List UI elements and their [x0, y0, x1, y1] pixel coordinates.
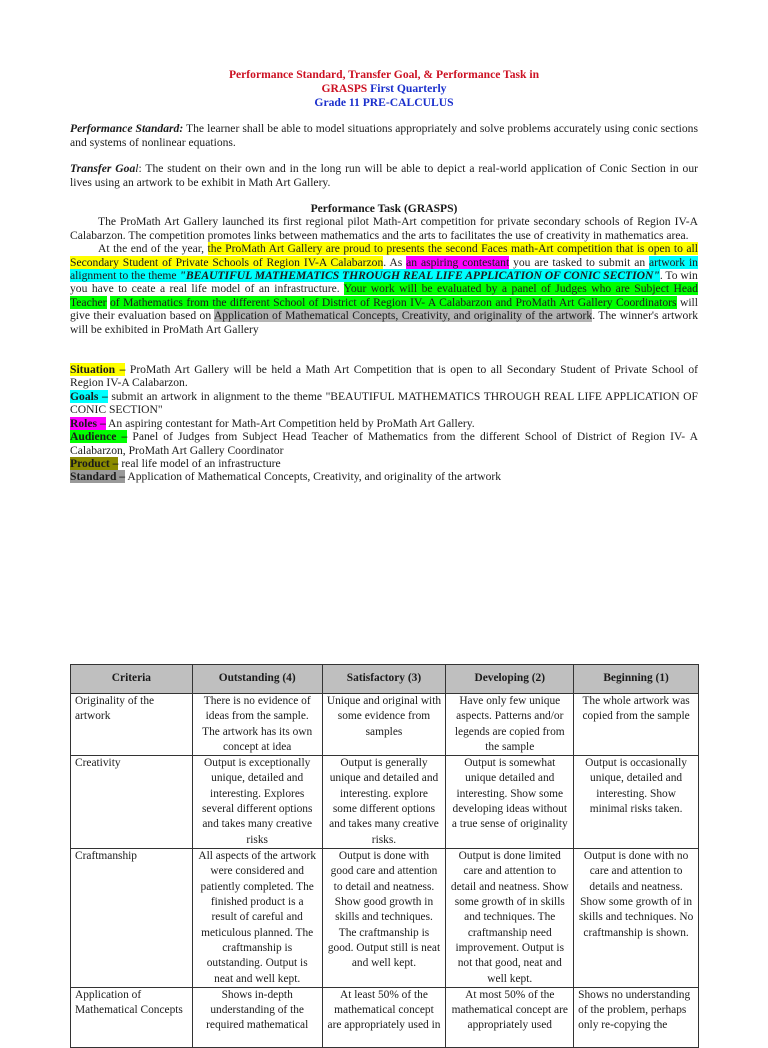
criteria-cell: Craftmanship [71, 849, 193, 988]
document-title [70, 68, 698, 109]
grasps-situation: Situation – ProMath Art Gallery will be held a Math Art Competition that is open to all Secondary Student of Private School of Region IV-A Calabarzon. [70, 363, 698, 390]
rubric-header-row [71, 665, 699, 694]
satisfactory-cell: Output is done with good care and attention to detail and neatness. Show good growth in skills and techniques. The craftmanship is good. Output still is neat and well kept. [322, 849, 446, 988]
outstanding-cell: Shows in-depth understanding of the required mathematical [192, 987, 322, 1047]
rubric-table [70, 664, 699, 1048]
header-outstanding: Outstanding (4) [192, 665, 322, 694]
beginning-cell: Output is done with no care and attention to details and neatness. Show some growth of in skills and techniques. No craftmanship is shown. [574, 849, 699, 988]
standard-label: Standard – [70, 470, 126, 484]
satisfactory-cell: Output is generally unique and detailed and interesting. explore some different options and takes many creative risks. [322, 756, 446, 849]
title-line-1: Performance Standard, Transfer Goal, & Performance Task in [228, 68, 540, 81]
grasps-audience: Audience – Panel of Judges from Subject Head Teacher of Mathematics from the different School of District of Region IV- A Calabarzon, ProMath Art Gallery Coordinator [70, 430, 698, 457]
criteria-cell: Originality of the artwork [71, 694, 193, 756]
product-label: Product – [70, 456, 119, 470]
transfer-goal-text: : The student on their own and in the long run will be able to depict a real-world application of Conic Section in our lives using an artwork to be exhibit in Math Art Gallery. [70, 162, 698, 189]
outstanding-cell: All aspects of the artwork were considered and patiently completed. The finished product is a result of careful and meticulous planned. The craftmanship is outstanding. Output is neat and well kept. [192, 849, 322, 988]
header-beginning: Beginning (1) [574, 665, 699, 694]
grasps-standard: Standard – Application of Mathematical Concepts, Creativity, and originality of the artwork [70, 470, 502, 484]
table-row [71, 694, 699, 756]
header-developing: Developing (2) [446, 665, 574, 694]
developing-cell: Output is somewhat unique detailed and interesting. Show some developing ideas without a true sense of originality [446, 756, 574, 849]
satisfactory-cell: Unique and original with some evidence from samples [322, 694, 446, 756]
task-paragraph-1: The ProMath Art Gallery launched its first regional pilot Math-Art competition for private secondary schools of Region IV-A Calabarzon. The competition promotes links between mathematics and the arts to facilitates the use of creativity in mathematics area. [70, 215, 698, 242]
title-grasps: GRASPS [321, 81, 368, 95]
highlight-audience-2: of Mathematics from the different School of District of Region IV- A Calabarzon and ProMath Art Gallery Coordinators [109, 295, 677, 309]
header-satisfactory: Satisfactory (3) [322, 665, 446, 694]
developing-cell: Output is done limited care and attention to detail and neatness. Show some growth of in skills and techniques. The craftmanship need improvement. Output is not that good, neat and well kept. [446, 849, 574, 988]
highlight-role: an aspiring contestant [406, 255, 510, 269]
performance-standard [70, 122, 698, 149]
table-row [71, 756, 699, 849]
transfer-goal [70, 162, 698, 189]
grasps-goals: Goals – submit an artwork in alignment to the theme "BEAUTIFUL MATHEMATICS THROUGH REAL LIFE APPLICATION OF CONIC SECTION" [70, 389, 698, 417]
title-line-2 [70, 82, 698, 96]
highlight-theme: "BEAUTIFUL MATHEMATICS THROUGH REAL LIFE APPLICATION OF CONIC SECTION" [179, 269, 660, 283]
grasps-product: Product – real life model of an infrastructure [70, 456, 281, 470]
title-quarter: First Quarterly [367, 81, 447, 95]
highlight-competition: the ProMath Art Gallery are proud to presents the second Faces math-Art competition that is open to all Secondary Student of Private Schools of Region IV-A Calabarzon [70, 242, 699, 269]
satisfactory-cell: At least 50% of the mathematical concept are appropriately used in [322, 987, 446, 1047]
title-line-3: Grade 11 PRE-CALCULUS [314, 95, 454, 109]
table-row [71, 987, 699, 1047]
grasps-roles: Roles – An aspiring contestant for Math-Art Competition held by ProMath Art Gallery. [70, 416, 475, 430]
criteria-cell: Creativity [71, 756, 193, 849]
beginning-cell: Output is occasionally unique, detailed and interesting. Show minimal risks taken. [574, 756, 699, 849]
performance-standard-label: Performance Standard: [70, 122, 184, 136]
performance-standard-text: The learner shall be able to model situations appropriately and solve problems accurately using conic sections and systems of nonlinear equations. [70, 122, 698, 149]
beginning-cell: Shows no understanding of the problem, perhaps only re-copying the [574, 987, 699, 1047]
highlight-audience: Your work will be evaluated by a panel of Judges who are Subject Head Teacher [70, 282, 698, 309]
task-paragraph-2: At the end of the year, the ProMath Art Gallery are proud to presents the second Faces math-Art competition that is open to all Secondary Student of Private Schools of Region IV-A Calabarzon. As an aspiring contestant you are tasked to submit an artwork in alignment to the theme "BEAUTIFUL MATHEMATICS THROUGH REAL LIFE APPLICATION OF CONIC SECTION". To win [70, 242, 699, 283]
criteria-cell: Application of Mathematical Concepts [71, 987, 193, 1047]
highlight-standard: Application of Mathematical Concepts, Creativity, and originality of the artwork [213, 309, 593, 323]
task-paragraph-3: you have to ceate a real life model of an infrastructure. Your work will be evaluated by a panel of Judges who are Subject Head Teacher of Mathematics from the different School of District of Region IV- A Calabarzon and ProMath Art Gallery Coordinators will give their evaluation based on Application of Mathematical Concepts, Creativity, and originality of the artwork. The winner's artwork will be exhibited in ProMath Art Gallery [70, 282, 698, 336]
developing-cell: At most 50% of the mathematical concept are appropriately used [446, 987, 574, 1047]
table-row [71, 849, 699, 988]
highlight-product: artwork in alignment to the theme [70, 255, 698, 283]
document-page [70, 68, 698, 484]
goals-label: Goals – [70, 389, 108, 403]
outstanding-cell: There is no evidence of ideas from the sample. The artwork has its own concept at idea [192, 694, 322, 756]
transfer-goal-label: Transfer Goa [70, 162, 136, 176]
audience-label: Audience – [70, 430, 128, 444]
roles-label: Roles – [70, 416, 106, 430]
transfer-goal-label-end: l [135, 162, 139, 176]
header-criteria: Criteria [71, 665, 193, 694]
developing-cell: Have only few unique aspects. Patterns and/or legends are copied from the sample [446, 694, 574, 756]
beginning-cell: The whole artwork was copied from the sample [574, 694, 699, 756]
situation-label: Situation – [70, 363, 126, 377]
task-heading: Performance Task (GRASPS) [310, 202, 458, 216]
outstanding-cell: Output is exceptionally unique, detailed and interesting. Explores several different options and takes many creative risks [192, 756, 322, 849]
